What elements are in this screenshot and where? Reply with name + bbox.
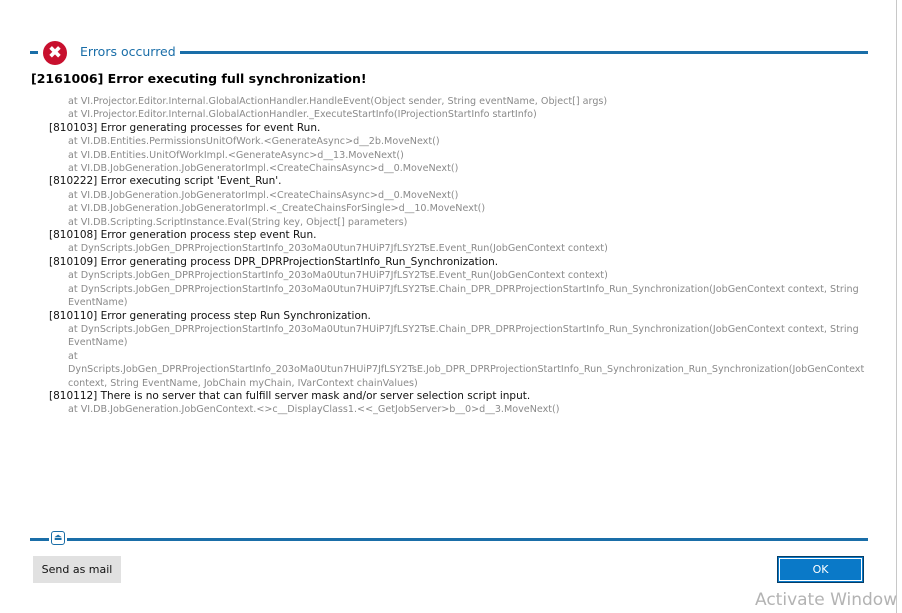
error-block-title: [810110] Error generating process step Run Synchronization.	[49, 309, 371, 322]
collapse-up-icon[interactable]: ⏏	[51, 531, 65, 545]
stack-trace-line: at VI.DB.JobGeneration.JobGeneratorImpl.<_CreateChainsForSingle>d__10.MoveNext()	[68, 203, 486, 215]
stack-trace-line: at VI.DB.JobGeneration.JobGeneratorImpl.<CreateChainsAsync>d__0.MoveNext()	[68, 189, 459, 201]
error-icon: ✖	[43, 41, 67, 65]
error-details-list	[49, 95, 869, 417]
header-divider-right	[180, 51, 868, 54]
main-error-message: [2161006] Error executing full synchronization!	[31, 71, 367, 86]
error-block	[49, 390, 869, 417]
error-block-title: [810108] Error generation process step event Run.	[49, 229, 317, 242]
error-block	[49, 95, 869, 122]
stack-trace-line: at VI.Projector.Editor.Internal.GlobalActionHandler._ExecuteStartInfo(IProjectionStartInfo startInfo)	[68, 109, 537, 121]
stack-trace-line: at VI.DB.Scripting.ScriptInstance.Eval(String key, Object[] parameters)	[68, 216, 408, 228]
activate-windows-watermark: Activate Window	[755, 590, 898, 610]
stack-trace-line: at DynScripts.JobGen_DPRProjectionStartInfo_203oMa0Utun7HUiP7JfLSY2TsE.Event_Run(JobGenContext context)	[68, 243, 608, 255]
error-block	[49, 310, 869, 390]
error-block-title: [810112] There is no server that can fulfill server mask and/or server selection script input.	[49, 389, 531, 402]
stack-trace-line: at DynScripts.JobGen_DPRProjectionStartInfo_203oMa0Utun7HUiP7JfLSY2TsE.Event_Run(JobGenContext context)	[68, 270, 608, 282]
send-as-mail-button[interactable]: Send as mail	[33, 556, 121, 583]
stack-trace-line: at DynScripts.JobGen_DPRProjectionStartInfo_203oMa0Utun7HUiP7JfLSY2TsE.Chain_DPR_DPRProjectionStartInfo_Run_Synchronization(JobGenContext context, String EventName)	[68, 323, 862, 349]
ok-button[interactable]: OK	[777, 556, 864, 583]
stack-trace-line: at VI.Projector.Editor.Internal.GlobalActionHandler.HandleEvent(Object sender, String eventName, Object[] args)	[68, 96, 608, 107]
stack-trace-line: at VI.DB.Entities.PermissionsUnitOfWork.<GenerateAsync>d__2b.MoveNext()	[68, 136, 440, 148]
error-block	[49, 256, 869, 310]
stack-trace-line: at VI.DB.JobGeneration.JobGenContext.<>c__DisplayClass1.<<_GetJobServer>b__0>d__3.MoveNext()	[68, 404, 560, 416]
window-right-border	[896, 0, 897, 613]
error-block	[49, 175, 869, 229]
error-block-title: [810103] Error generating processes for event Run.	[49, 121, 321, 134]
header-divider-left	[30, 51, 38, 54]
stack-trace-line: at VI.DB.Entities.UnitOfWorkImpl.<GenerateAsync>d__13.MoveNext()	[68, 149, 404, 161]
stack-trace-line: at VI.DB.JobGeneration.JobGeneratorImpl.<CreateChainsAsync>d__0.MoveNext()	[68, 163, 459, 175]
footer-divider-right	[67, 538, 868, 541]
footer-divider-left	[30, 538, 49, 541]
dialog-title: Errors occurred	[80, 44, 176, 59]
error-block	[49, 122, 869, 176]
error-block	[49, 229, 869, 256]
error-block-title: [810109] Error generating process DPR_DPRProjectionStartInfo_Run_Synchronization.	[49, 255, 499, 268]
error-block-title: [810222] Error executing script 'Event_Run'.	[49, 175, 282, 188]
stack-trace-line: at DynScripts.JobGen_DPRProjectionStartInfo_203oMa0Utun7HUiP7JfLSY2TsE.Chain_DPR_DPRProjectionStartInfo_Run_Synchronization(JobGenContext context, String EventName)	[68, 283, 862, 309]
stack-trace-line: at DynScripts.JobGen_DPRProjectionStartInfo_203oMa0Utun7HUiP7JfLSY2TsE.Job_DPR_DPRProjectionStartInfo_Run_Synchronization_Run_Synchronization(JobGenContext context, String EventName, JobChain myChain, IVarContext chainValues)	[68, 350, 868, 389]
